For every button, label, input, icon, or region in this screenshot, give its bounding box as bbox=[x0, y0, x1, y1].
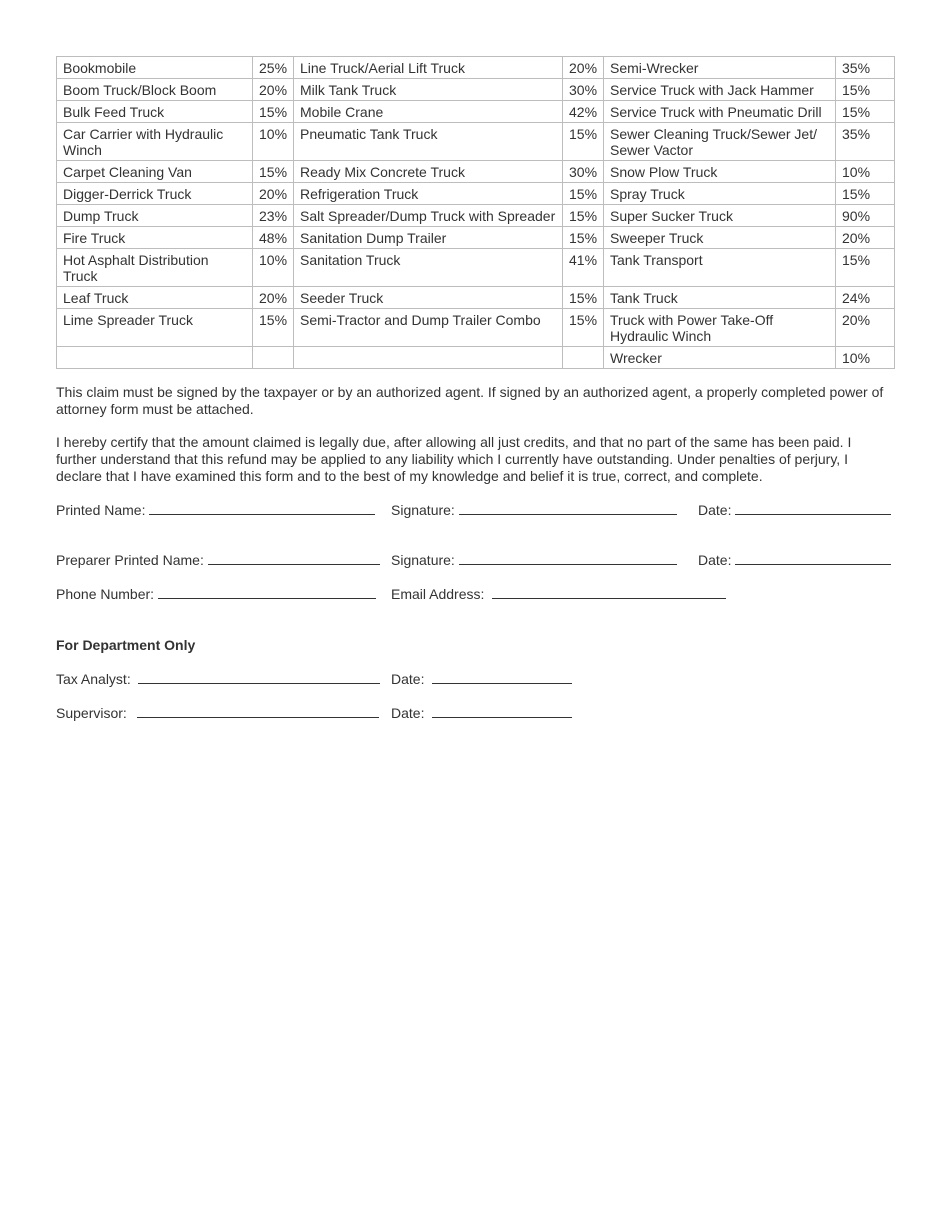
exemption-percent-cell: 90% bbox=[836, 205, 895, 227]
tax-analyst-label: Tax Analyst: bbox=[56, 671, 131, 687]
exemption-percent-cell: 15% bbox=[253, 309, 294, 347]
table-row bbox=[57, 57, 895, 79]
phone-number-line[interactable] bbox=[158, 586, 376, 599]
exemption-percent-cell: 20% bbox=[253, 287, 294, 309]
exemption-percent-cell: 15% bbox=[563, 227, 604, 249]
vehicle-type-cell: Truck with Power Take-Off Hydraulic Winch bbox=[604, 309, 836, 347]
email-address-line[interactable] bbox=[492, 586, 726, 599]
printed-name-field[interactable] bbox=[56, 501, 375, 519]
vehicle-type-cell: Carpet Cleaning Van bbox=[57, 161, 253, 183]
form-page bbox=[56, 56, 894, 722]
preparer-date-label: Date: bbox=[698, 552, 732, 568]
vehicle-type-cell: Tank Transport bbox=[604, 249, 836, 287]
vehicle-type-cell: Sanitation Truck bbox=[294, 249, 563, 287]
exemption-percent-cell: 42% bbox=[563, 101, 604, 123]
signature-row bbox=[56, 501, 894, 519]
preparer-date-line[interactable] bbox=[735, 552, 891, 565]
phone-number-label: Phone Number: bbox=[56, 586, 155, 602]
table-row bbox=[57, 287, 895, 309]
preparer-signature-line[interactable] bbox=[459, 552, 677, 565]
exemption-percent-cell: 15% bbox=[253, 101, 294, 123]
vehicle-type-cell: Wrecker bbox=[604, 347, 836, 369]
vehicle-type-cell: Sweeper Truck bbox=[604, 227, 836, 249]
preparer-printed-name-field[interactable] bbox=[56, 551, 380, 569]
vehicle-type-cell: Sanitation Dump Trailer bbox=[294, 227, 563, 249]
table-row bbox=[57, 101, 895, 123]
table-row bbox=[57, 309, 895, 347]
exemption-percent-cell: 41% bbox=[563, 249, 604, 287]
tax-analyst-field[interactable] bbox=[56, 670, 380, 688]
table-row bbox=[57, 205, 895, 227]
exemption-percent-cell: 20% bbox=[563, 57, 604, 79]
supervisor-date-field[interactable] bbox=[391, 704, 572, 722]
signature-field[interactable] bbox=[391, 501, 677, 519]
vehicle-type-cell: Semi-Tractor and Dump Trailer Combo bbox=[294, 309, 563, 347]
exemption-percent-cell: 15% bbox=[563, 205, 604, 227]
vehicle-type-cell: Pneumatic Tank Truck bbox=[294, 123, 563, 161]
vehicle-type-cell: Leaf Truck bbox=[57, 287, 253, 309]
signing-notice: This claim must be signed by the taxpayer or by an authorized agent. If signed by an authorized agent, a properly completed power of attorney form must be attached. bbox=[56, 384, 884, 417]
department-only-heading: For Department Only bbox=[56, 637, 196, 653]
signature-line[interactable] bbox=[459, 502, 677, 515]
exemption-percent-cell: 20% bbox=[253, 183, 294, 205]
supervisor-row bbox=[56, 704, 894, 722]
exemption-percent-cell: 35% bbox=[836, 57, 895, 79]
printed-name-label: Printed Name: bbox=[56, 502, 146, 518]
vehicle-type-cell: Salt Spreader/Dump Truck with Spreader bbox=[294, 205, 563, 227]
vehicle-type-cell: Seeder Truck bbox=[294, 287, 563, 309]
date-line[interactable] bbox=[735, 502, 891, 515]
exemption-percent-cell: 15% bbox=[563, 183, 604, 205]
exemption-percent-cell: 15% bbox=[836, 79, 895, 101]
table-row bbox=[57, 347, 895, 369]
tax-analyst-date-line[interactable] bbox=[432, 671, 572, 684]
date-field[interactable] bbox=[698, 501, 891, 519]
supervisor-line[interactable] bbox=[137, 705, 379, 718]
supervisor-label: Supervisor: bbox=[56, 705, 127, 721]
vehicle-type-cell: Car Carrier with Hydraulic Winch bbox=[57, 123, 253, 161]
vehicle-type-cell: Bookmobile bbox=[57, 57, 253, 79]
certification-statement: I hereby certify that the amount claimed is legally due, after allowing all just credits, and that no part of the same has been paid. I further understand that this refund may be applied to any liability which I currently have outstanding. Under penalties of perjury, I declare that I have examined this form and to the best of my knowledge and belief it is true, correct, and complete. bbox=[56, 434, 852, 484]
supervisor-date-line[interactable] bbox=[432, 705, 572, 718]
exemption-percent-cell: 24% bbox=[836, 287, 895, 309]
table-row bbox=[57, 183, 895, 205]
exemption-percent-cell: 15% bbox=[563, 287, 604, 309]
exemption-percent-cell: 30% bbox=[563, 79, 604, 101]
date-label: Date: bbox=[698, 502, 732, 518]
vehicle-type-cell: Ready Mix Concrete Truck bbox=[294, 161, 563, 183]
contact-row bbox=[56, 585, 894, 603]
supervisor-date-label: Date: bbox=[391, 705, 425, 721]
preparer-printed-name-label: Preparer Printed Name: bbox=[56, 552, 204, 568]
preparer-signature-label: Signature: bbox=[391, 552, 455, 568]
vehicle-type-cell: Super Sucker Truck bbox=[604, 205, 836, 227]
vehicle-type-cell: Milk Tank Truck bbox=[294, 79, 563, 101]
printed-name-line[interactable] bbox=[149, 502, 375, 515]
vehicle-type-cell: Lime Spreader Truck bbox=[57, 309, 253, 347]
exemption-percent-cell: 15% bbox=[563, 309, 604, 347]
table-row bbox=[57, 227, 895, 249]
exemption-percent-cell: 15% bbox=[836, 183, 895, 205]
vehicle-type-cell: Mobile Crane bbox=[294, 101, 563, 123]
exemption-percent-cell: 23% bbox=[253, 205, 294, 227]
vehicle-type-cell: Sewer Cleaning Truck/Sewer Jet/ Sewer Vactor bbox=[604, 123, 836, 161]
exemption-percent-cell: 15% bbox=[836, 101, 895, 123]
tax-analyst-line[interactable] bbox=[138, 671, 380, 684]
exemption-percent-cell: 10% bbox=[836, 161, 895, 183]
tax-analyst-row bbox=[56, 670, 894, 688]
table-row bbox=[57, 123, 895, 161]
preparer-row bbox=[56, 551, 894, 569]
exemption-percent-cell: 25% bbox=[253, 57, 294, 79]
vehicle-type-cell: Refrigeration Truck bbox=[294, 183, 563, 205]
supervisor-field[interactable] bbox=[56, 704, 379, 722]
vehicle-type-cell: Service Truck with Jack Hammer bbox=[604, 79, 836, 101]
vehicle-type-cell: Fire Truck bbox=[57, 227, 253, 249]
vehicle-type-cell: Dump Truck bbox=[57, 205, 253, 227]
vehicle-type-cell: Tank Truck bbox=[604, 287, 836, 309]
exemption-percent-cell: 10% bbox=[253, 249, 294, 287]
vehicle-type-cell bbox=[294, 347, 563, 369]
exemption-percent-cell: 15% bbox=[253, 161, 294, 183]
signature-label: Signature: bbox=[391, 502, 455, 518]
table-row bbox=[57, 161, 895, 183]
email-address-field[interactable] bbox=[391, 585, 726, 603]
exemption-percent-cell bbox=[563, 347, 604, 369]
vehicle-type-cell: Hot Asphalt Distribution Truck bbox=[57, 249, 253, 287]
exemption-percent-cell: 35% bbox=[836, 123, 895, 161]
preparer-printed-name-line[interactable] bbox=[208, 552, 380, 565]
exemption-percent-cell: 48% bbox=[253, 227, 294, 249]
exemption-percent-cell: 15% bbox=[563, 123, 604, 161]
vehicle-type-cell: Bulk Feed Truck bbox=[57, 101, 253, 123]
vehicle-type-cell bbox=[57, 347, 253, 369]
exemption-percent-cell: 20% bbox=[253, 79, 294, 101]
vehicle-type-cell: Spray Truck bbox=[604, 183, 836, 205]
tax-analyst-date-field[interactable] bbox=[391, 670, 572, 688]
vehicle-type-cell: Service Truck with Pneumatic Drill bbox=[604, 101, 836, 123]
exemption-percent-cell: 15% bbox=[836, 249, 895, 287]
vehicle-type-cell: Snow Plow Truck bbox=[604, 161, 836, 183]
phone-number-field[interactable] bbox=[56, 585, 376, 603]
vehicle-type-cell: Semi-Wrecker bbox=[604, 57, 836, 79]
table-row bbox=[57, 79, 895, 101]
rate-table bbox=[56, 56, 895, 369]
exemption-percent-cell: 20% bbox=[836, 309, 895, 347]
vehicle-type-cell: Line Truck/Aerial Lift Truck bbox=[294, 57, 563, 79]
email-address-label: Email Address: bbox=[391, 586, 485, 602]
vehicle-type-cell: Boom Truck/Block Boom bbox=[57, 79, 253, 101]
exemption-percent-cell: 10% bbox=[253, 123, 294, 161]
table-row bbox=[57, 249, 895, 287]
preparer-signature-field[interactable] bbox=[391, 551, 677, 569]
exemption-percent-cell: 10% bbox=[836, 347, 895, 369]
tax-analyst-date-label: Date: bbox=[391, 671, 425, 687]
vehicle-type-cell: Digger-Derrick Truck bbox=[57, 183, 253, 205]
exemption-percent-cell: 20% bbox=[836, 227, 895, 249]
exemption-percent-cell bbox=[253, 347, 294, 369]
preparer-date-field[interactable] bbox=[698, 551, 891, 569]
exemption-percent-cell: 30% bbox=[563, 161, 604, 183]
rate-table-body bbox=[57, 57, 895, 369]
